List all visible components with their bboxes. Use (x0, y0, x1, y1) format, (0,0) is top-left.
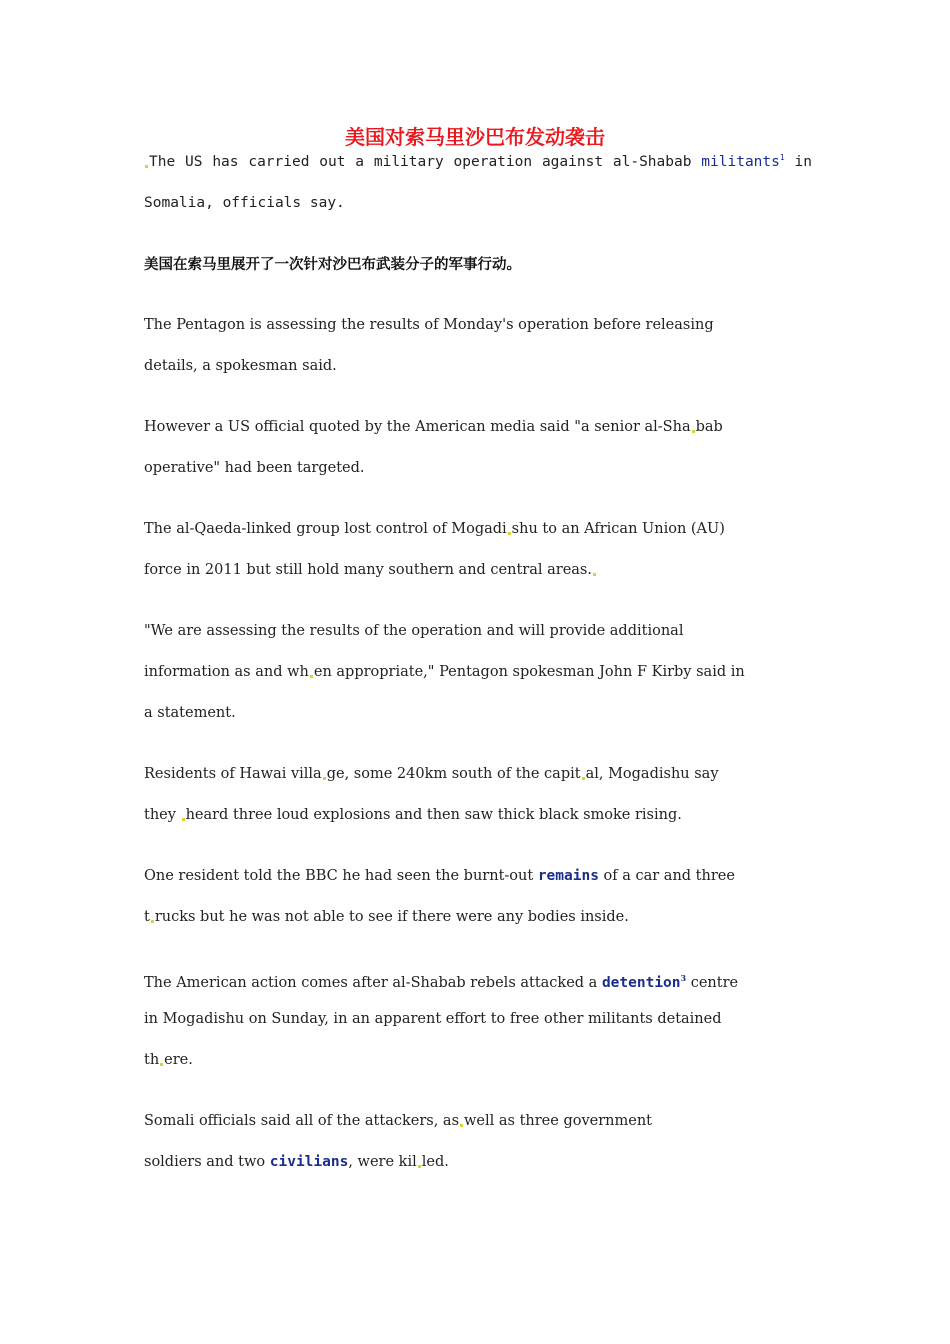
intro-paragraph (144, 148, 812, 213)
revision-mark (145, 165, 148, 168)
vocab-word-civilians[interactable]: civilians (269, 1154, 349, 1170)
paragraph-4: "We are assessing the results of the operation and will provide additional information as and wh en appropriate," Pentagon spokesman John F Kirby said in a statement. (144, 623, 745, 721)
revision-mark (151, 920, 154, 923)
vocab-word-militants[interactable]: militants (701, 154, 780, 170)
revision-mark (593, 573, 596, 576)
article-title: 美国对索马里沙巴布发动袭击 (345, 125, 605, 149)
revision-mark (323, 777, 326, 780)
footnote-marker: 1 (779, 153, 785, 162)
paragraph-2: However a US official quoted by the American media said "a senior al-Sha bab operative" had been targeted. (144, 419, 723, 476)
chinese-summary: 美国在索马里展开了一次针对沙巴布武装分子的军事行动。 (144, 257, 521, 273)
paragraph-8: Somali officials said all of the attackers, as well as three government soldiers and two civilians, were kil led. (144, 1113, 653, 1170)
revision-mark (692, 430, 695, 433)
paragraph-6: One resident told the BBC he had seen the burnt-out remains of a car and three t rucks but he was not able to see if there were any bodies inside. (144, 868, 735, 925)
paragraph-3: The al-Qaeda-linked group lost control of Mogadi shu to an African Union (AU) force in 2011 but still hold many southern and central areas. (144, 521, 725, 578)
revision-mark (508, 532, 511, 535)
intro-line-1: The US has carried out a military operation against al-Shabab militants$^1$ in (144, 148, 812, 168)
revision-mark (460, 1124, 463, 1127)
vocab-word-remains[interactable]: remains (537, 868, 599, 884)
vocab-word-detention[interactable]: detention (601, 975, 681, 991)
revision-mark (160, 1063, 163, 1066)
paragraph-5: Residents of Hawai villa ge, some 240km south of the capit al, Mogadishu say they heard three loud explosions and then saw thick black smoke rising. (144, 766, 719, 823)
revision-mark (418, 1165, 421, 1168)
paragraph-1: The Pentagon is assessing the results of Monday's operation before releasing details, a spokesman said. (144, 317, 714, 374)
revision-mark (310, 675, 313, 678)
paragraph-7: The American action comes after al-Shabab rebels attacked a detention$^3$ centre in Mogadishu on Sunday, in an apparent effort to free other militants detained th ere. (144, 973, 739, 1068)
intro-line-2: Somalia, officials say. (144, 195, 345, 211)
footnote-marker: 3 (680, 973, 687, 983)
revision-mark (182, 818, 185, 821)
revision-mark (582, 777, 585, 780)
